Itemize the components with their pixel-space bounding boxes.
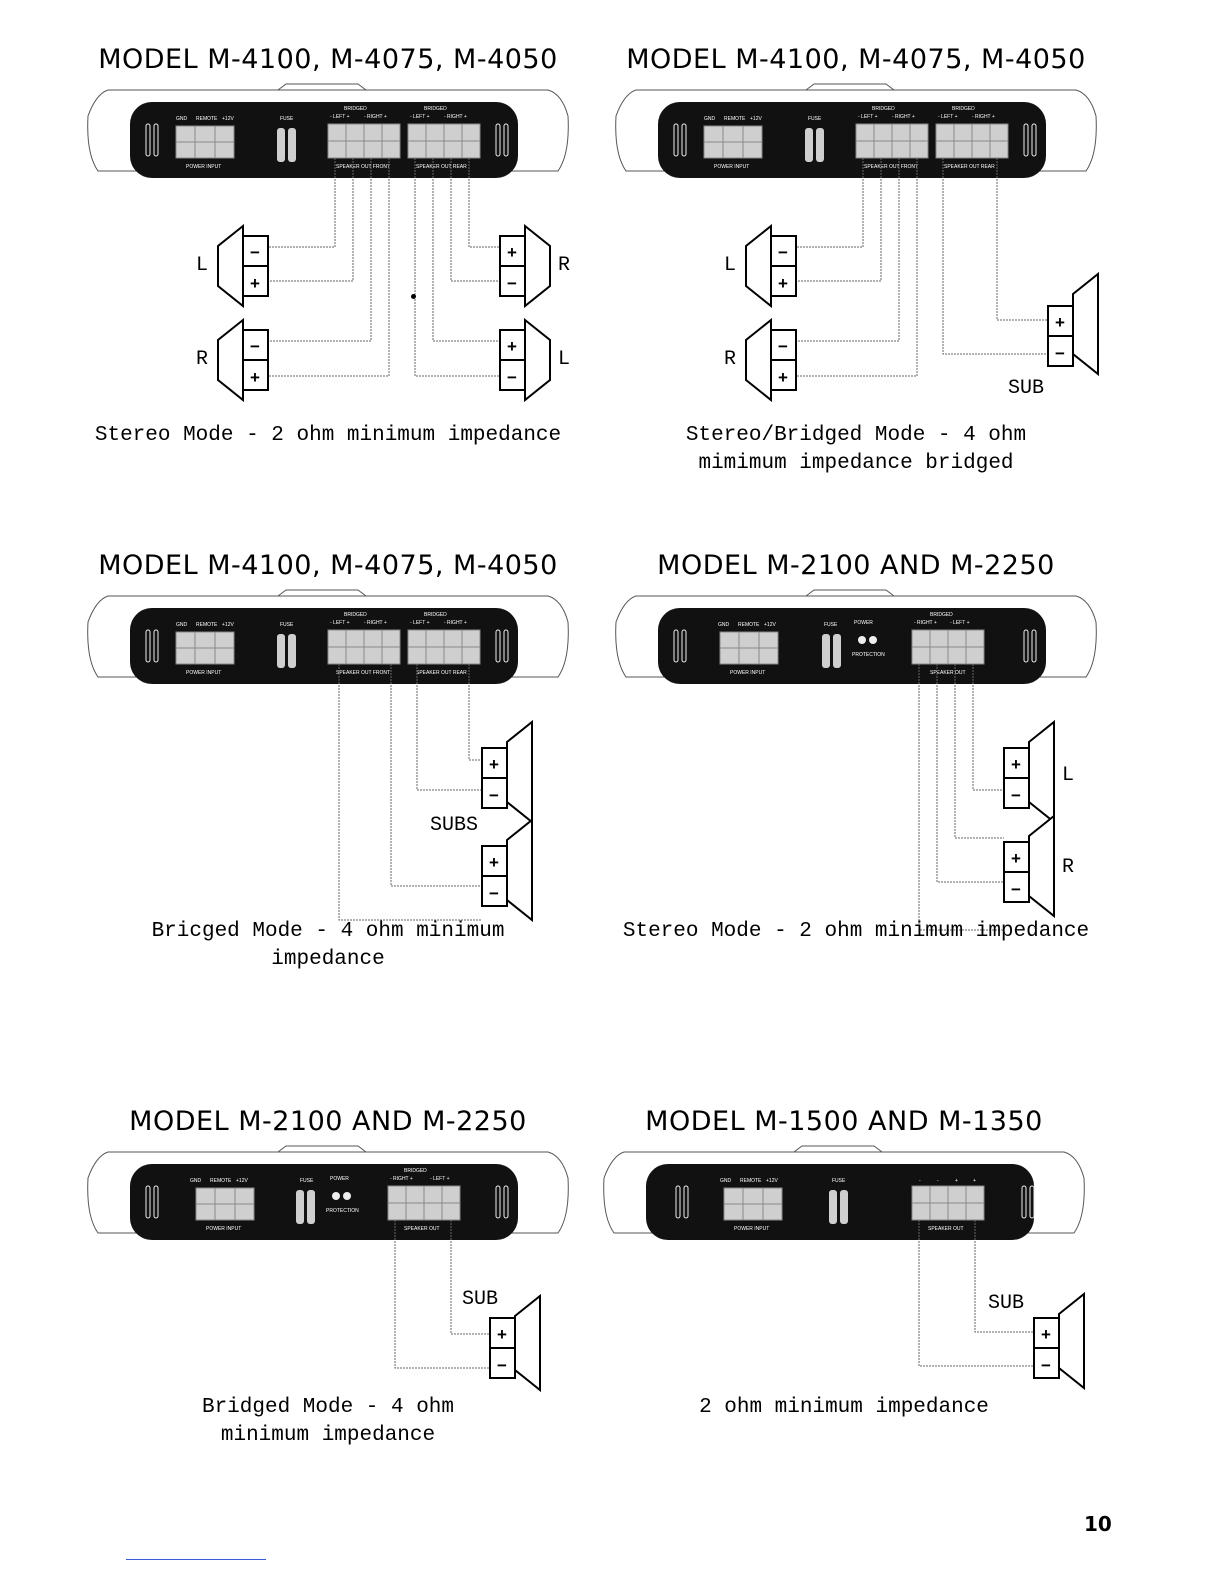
right-channel-label: - RIGHT +: [364, 114, 387, 120]
speaker-out-label: SPEAKER OUT: [928, 1226, 964, 1232]
speaker-label: L: [196, 254, 209, 277]
terminal-sign-label: +: [973, 1178, 976, 1184]
speaker-label: L: [558, 348, 571, 371]
gnd-label: GND: [704, 116, 716, 122]
power-input-terminal: [176, 126, 234, 158]
svg-text:+: +: [250, 368, 260, 387]
speaker-icon: [500, 226, 550, 306]
caption-line: Stereo Mode - 2 ohm minimum impedance: [622, 920, 1090, 943]
speaker-icon: [746, 226, 796, 306]
speaker-icon: [500, 320, 550, 400]
svg-text:+: +: [507, 243, 517, 262]
right-channel-label: - RIGHT +: [364, 620, 387, 626]
scan-speck: [411, 294, 416, 299]
right-channel-label: - RIGHT +: [914, 620, 937, 626]
protection-label: PROTECTION: [852, 652, 885, 658]
speaker-out-terminal: [912, 630, 984, 664]
power-input-terminal: [176, 632, 234, 664]
plus12v-label: +12V: [750, 116, 762, 122]
remote-label: REMOTE: [196, 116, 218, 122]
panel-title: MODEL M-4100, M-4075, M-4050: [98, 44, 558, 75]
power-input-label: POWER INPUT: [206, 1226, 242, 1232]
bridged-label: BRIDGED: [872, 106, 895, 112]
remote-label: REMOTE: [740, 1178, 762, 1184]
svg-text:−: −: [1055, 344, 1065, 363]
gnd-label: GND: [190, 1178, 202, 1184]
amplifier: [88, 590, 569, 684]
bridged-label: BRIDGED: [424, 106, 447, 112]
plus12v-label: +12V: [766, 1178, 778, 1184]
svg-text:−: −: [250, 243, 260, 262]
power-input-terminal: [724, 1188, 782, 1220]
power-label: POWER: [854, 620, 873, 626]
right-channel-label: - RIGHT +: [892, 114, 915, 120]
left-channel-label: - LEFT +: [950, 620, 970, 626]
speaker-out-label: SPEAKER OUT: [404, 1226, 440, 1232]
speaker-out-front-label: SPEAKER OUT FRONT: [336, 164, 391, 170]
amplifier: [88, 1146, 569, 1240]
wires: [339, 664, 482, 920]
right-channel-label: - RIGHT +: [444, 114, 467, 120]
fuse-label: FUSE: [300, 1178, 314, 1184]
left-channel-label: - LEFT +: [410, 114, 430, 120]
power-label: POWER: [330, 1176, 349, 1182]
power-input-terminal: [720, 632, 778, 664]
bridged-label: BRIDGED: [424, 612, 447, 618]
caption-line: Stereo Mode - 2 ohm minimum impedance: [94, 424, 562, 447]
right-channel-label: - RIGHT +: [972, 114, 995, 120]
speaker-label: L: [724, 254, 737, 277]
speaker-icon: [218, 226, 268, 306]
speaker-label: L: [1062, 764, 1075, 787]
speaker-out-rear-terminal: [408, 630, 480, 664]
plus12v-label: +12V: [236, 1178, 248, 1184]
panel-title: MODEL M-1500 AND M-1350: [645, 1106, 1043, 1137]
panel-caption: [586, 918, 1126, 946]
remote-label: REMOTE: [196, 622, 218, 628]
diagram-panel-3: [58, 550, 598, 1030]
speaker-icon: [482, 722, 532, 822]
power-input-label: POWER INPUT: [734, 1226, 770, 1232]
terminal-sign-label: +: [955, 1178, 958, 1184]
diagram-panel-4: [586, 550, 1126, 1030]
plus12v-label: +12V: [222, 116, 234, 122]
svg-text:+: +: [1041, 1325, 1051, 1344]
terminal-sign-label: -: [919, 1178, 921, 1184]
svg-text:−: −: [507, 274, 517, 293]
svg-text:−: −: [1011, 880, 1021, 899]
svg-text:−: −: [778, 337, 788, 356]
svg-text:−: −: [489, 786, 499, 805]
fuse-label: FUSE: [832, 1178, 846, 1184]
amplifier: [604, 1146, 1085, 1240]
diagram-panel-6: [574, 1106, 1114, 1586]
wiring-diagram: [574, 1138, 1114, 1438]
terminal-sign-label: -: [937, 1178, 939, 1184]
caption-line: impedance: [271, 948, 385, 971]
power-input-label: POWER INPUT: [730, 670, 766, 676]
bridged-label: BRIDGED: [404, 1168, 427, 1174]
speaker-label: SUBS: [430, 814, 479, 837]
svg-text:+: +: [507, 337, 517, 356]
left-channel-label: - LEFT +: [430, 1176, 450, 1182]
svg-text:+: +: [497, 1325, 507, 1344]
speaker-out-rear-label: SPEAKER OUT REAR: [416, 164, 467, 170]
speaker-icon: [1004, 816, 1054, 916]
plus12v-label: +12V: [764, 622, 776, 628]
speaker-out-front-terminal: [856, 124, 928, 158]
caption-line: Stereo/Bridged Mode - 4 ohm: [685, 424, 1027, 447]
remote-label: REMOTE: [738, 622, 760, 628]
gnd-label: GND: [176, 622, 188, 628]
wires: [796, 158, 1048, 376]
panel-caption: [586, 422, 1126, 478]
left-channel-label: - LEFT +: [330, 114, 350, 120]
panel-caption: [58, 918, 598, 974]
speaker-out-label: SPEAKER OUT: [930, 670, 966, 676]
wiring-diagram: [586, 582, 1126, 932]
speaker-out-rear-terminal: [936, 124, 1008, 158]
wires: [919, 664, 1004, 930]
diagram-panel-1: [58, 44, 598, 524]
svg-text:+: +: [489, 755, 499, 774]
panel-title: MODEL M-4100, M-4075, M-4050: [98, 550, 558, 581]
svg-text:+: +: [1011, 755, 1021, 774]
power-input-label: POWER INPUT: [714, 164, 750, 170]
panel-title: MODEL M-4100, M-4075, M-4050: [626, 44, 1086, 75]
caption-line: mimimum impedance bridged: [698, 452, 1014, 475]
speaker-label: SUB: [1008, 377, 1045, 400]
speaker-out-rear-label: SPEAKER OUT REAR: [416, 670, 467, 676]
gnd-label: GND: [176, 116, 188, 122]
speaker-label: SUB: [988, 1292, 1025, 1315]
svg-text:−: −: [507, 368, 517, 387]
speaker-icon: [1004, 722, 1054, 822]
power-input-terminal: [704, 126, 762, 158]
speaker-out-rear-label: SPEAKER OUT REAR: [944, 164, 995, 170]
left-channel-label: - LEFT +: [410, 620, 430, 626]
caption-line: Bricged Mode - 4 ohm minimum: [151, 920, 505, 943]
fuse-label: FUSE: [824, 622, 838, 628]
fuse-label: FUSE: [280, 622, 294, 628]
svg-text:+: +: [1055, 313, 1065, 332]
speaker-out-terminal: [912, 1186, 984, 1220]
right-channel-label: - RIGHT +: [390, 1176, 413, 1182]
speaker-label: SUB: [462, 1288, 499, 1311]
amplifier: [88, 84, 569, 178]
speaker-out-terminal: [388, 1186, 460, 1220]
svg-text:−: −: [489, 884, 499, 903]
plus12v-label: +12V: [222, 622, 234, 628]
remote-label: REMOTE: [724, 116, 746, 122]
wires: [268, 158, 500, 376]
bridged-label: BRIDGED: [344, 106, 367, 112]
panel-caption: [574, 1394, 1114, 1422]
page-number: 10: [1084, 1512, 1112, 1536]
bridged-label: BRIDGED: [344, 612, 367, 618]
wiring-diagram: [58, 1138, 598, 1438]
wiring-diagram: [586, 76, 1126, 426]
speaker-label: R: [724, 348, 737, 371]
speaker-icon: [746, 320, 796, 400]
speaker-label: R: [196, 348, 209, 371]
protection-label: PROTECTION: [326, 1208, 359, 1214]
wiring-diagram: [58, 582, 598, 932]
right-channel-label: - RIGHT +: [444, 620, 467, 626]
svg-text:+: +: [489, 853, 499, 872]
power-input-terminal: [196, 1188, 254, 1220]
speaker-icon: [218, 320, 268, 400]
fuse-label: FUSE: [280, 116, 294, 122]
speaker-label: R: [558, 254, 571, 277]
gnd-label: GND: [720, 1178, 732, 1184]
speaker-label: R: [1062, 856, 1075, 879]
fuse-label: FUSE: [808, 116, 822, 122]
bridged-label: BRIDGED: [952, 106, 975, 112]
svg-text:+: +: [250, 274, 260, 293]
bridged-label: BRIDGED: [930, 612, 953, 618]
left-channel-label: - LEFT +: [938, 114, 958, 120]
left-channel-label: - LEFT +: [330, 620, 350, 626]
panel-caption: [58, 1394, 598, 1450]
svg-text:+: +: [778, 368, 788, 387]
power-input-label: POWER INPUT: [186, 670, 222, 676]
speaker-out-front-label: SPEAKER OUT FRONT: [864, 164, 919, 170]
caption-line: minimum impedance: [220, 1424, 436, 1447]
amplifier: [616, 84, 1097, 178]
speaker-out-front-label: SPEAKER OUT FRONT: [336, 670, 391, 676]
speaker-icon: [1048, 274, 1098, 374]
speaker-out-front-terminal: [328, 124, 400, 158]
svg-text:−: −: [1041, 1356, 1051, 1375]
panel-title: MODEL M-2100 AND M-2250: [129, 1106, 527, 1137]
diagram-panel-5: [58, 1106, 598, 1586]
svg-text:−: −: [778, 243, 788, 262]
speaker-icon: [1034, 1294, 1084, 1388]
speaker-out-rear-terminal: [408, 124, 480, 158]
power-input-label: POWER INPUT: [186, 164, 222, 170]
speaker-out-front-terminal: [328, 630, 400, 664]
panel-caption: [58, 422, 598, 450]
svg-text:−: −: [1011, 786, 1021, 805]
svg-text:−: −: [497, 1356, 507, 1375]
svg-text:−: −: [250, 337, 260, 356]
remote-label: REMOTE: [210, 1178, 232, 1184]
svg-text:+: +: [778, 274, 788, 293]
wiring-diagram: [58, 76, 598, 426]
diagram-panel-2: [586, 44, 1126, 524]
caption-line: Bridged Mode - 4 ohm: [201, 1396, 455, 1419]
amplifier: [616, 590, 1097, 684]
panel-title: MODEL M-2100 AND M-2250: [657, 550, 1055, 581]
footer-divider: [126, 1559, 266, 1560]
svg-text:+: +: [1011, 849, 1021, 868]
gnd-label: GND: [718, 622, 730, 628]
caption-line: 2 ohm minimum impedance: [699, 1396, 989, 1419]
speaker-icon: [482, 820, 532, 920]
left-channel-label: - LEFT +: [858, 114, 878, 120]
